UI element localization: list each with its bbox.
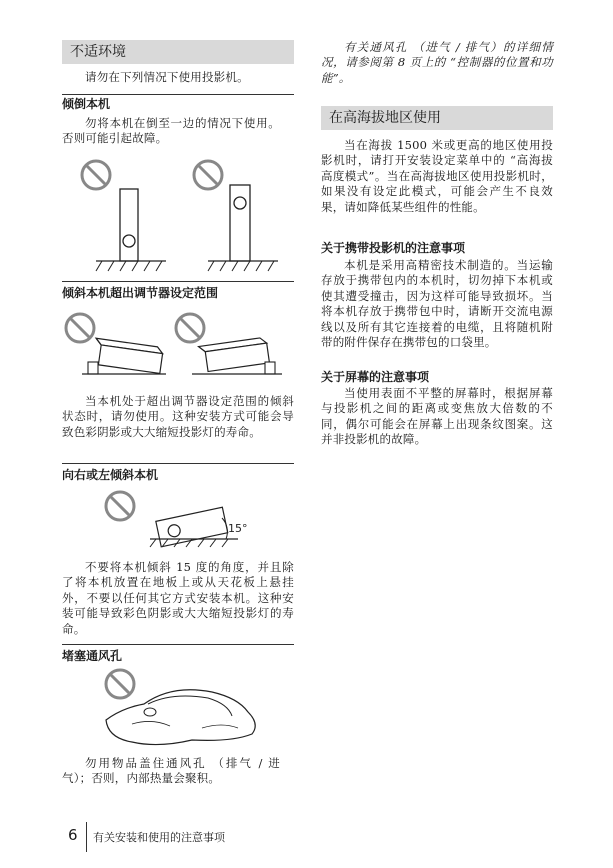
lens-icon	[144, 708, 156, 716]
tilted-unit-text: 勿将本机在倒至一边的情况下使用。否则可能引起故障。	[62, 116, 280, 146]
intro-text: 请勿在下列情况下使用投影机。	[85, 70, 249, 84]
heading-carrying: 关于携带投影机的注意事项	[321, 241, 466, 255]
cloth	[106, 690, 255, 745]
prohibited-icon	[176, 314, 204, 342]
lens-icon	[123, 235, 135, 247]
tilted-unit-illustration	[62, 155, 294, 275]
carrying-text: 本机是采用高精密技术制造的。当运输存放于携带包内的本机时，切勿掉下本机或使其遭受撞击，因为这样可能导致损坏。当将本机存放于携带包中时，请断开交流电源线以及所有其它连接着的电缆，且将随机附带的附件保存在携带包的口袋里。	[321, 258, 553, 350]
side-tilt-text: 不要将本机倾斜 15 度的角度，并且除了将本机放置在地板上或从天花板上悬挂外，不要以任何其它方式安装本机。这种安装可能导致彩色阴影或大大缩短投影灯的寿命。	[62, 560, 294, 636]
heading-tilt-range: 倾斜本机超出调节器设定范围	[62, 286, 219, 300]
prohibited-icon	[106, 670, 134, 698]
footer-chapter-title: 有关安装和使用的注意事项	[93, 831, 225, 844]
page-number: 6	[68, 826, 78, 844]
angle-label: 15°	[228, 522, 248, 535]
blocked-vents-text: 勿用物品盖住通风孔 （排气 / 进气）；否则，内部热量会聚积。	[62, 756, 280, 786]
prohibited-icon	[194, 161, 222, 189]
divider	[62, 281, 294, 282]
lens-icon	[234, 197, 246, 209]
section-title-unsuitable: 不适环境	[62, 40, 294, 64]
tilted-projector	[92, 338, 163, 373]
prohibited-icon	[106, 492, 134, 520]
covered-projector-illustration	[62, 668, 294, 748]
prohibited-icon	[82, 161, 110, 189]
heading-screen: 关于屏幕的注意事项	[321, 370, 430, 384]
divider	[62, 94, 294, 95]
divider	[62, 463, 294, 464]
high-altitude-text: 当在海拔 1500 米或更高的地区使用投影机时，请打开安装设定菜单中的 “高海拔高度模式”。当在高海拔地区使用投影机时，如果没有设定此模式，可能会产生不良效果，请如降低某些组件的性能。	[321, 138, 553, 214]
section-title-high-altitude: 在高海拔地区使用	[321, 106, 553, 130]
prohibited-icon	[66, 314, 94, 342]
heading-tilted-unit: 倾倒本机	[62, 97, 111, 111]
heading-blocked-vents: 堵塞通风孔	[62, 649, 123, 663]
side-tilt-illustration	[62, 490, 294, 550]
tilt-range-illustration	[62, 310, 294, 380]
footer-divider	[86, 822, 87, 852]
tilted-projector	[199, 337, 270, 372]
heading-side-tilt: 向右或左倾斜本机	[62, 468, 159, 482]
divider	[62, 644, 294, 645]
projector-on-side	[120, 189, 138, 261]
tilt-range-text: 当本机处于超出调节器设定范围的倾斜状态时，请勿使用。这种安装方式可能会导致色彩阴影或大大缩短投影灯的寿命。	[62, 394, 294, 439]
screen-text: 当使用表面不平整的屏幕时，根据屏幕与投影机之间的距离或变焦放大倍数的不同，偶尔可能会在屏幕上出现条纹图案。这并非投影机的故障。	[321, 386, 553, 447]
ventilation-note: 有关通风孔 （进气 / 排气）的详细情况，请参阅第 8 页上的 “控制器的位置和功能”。	[321, 40, 553, 85]
